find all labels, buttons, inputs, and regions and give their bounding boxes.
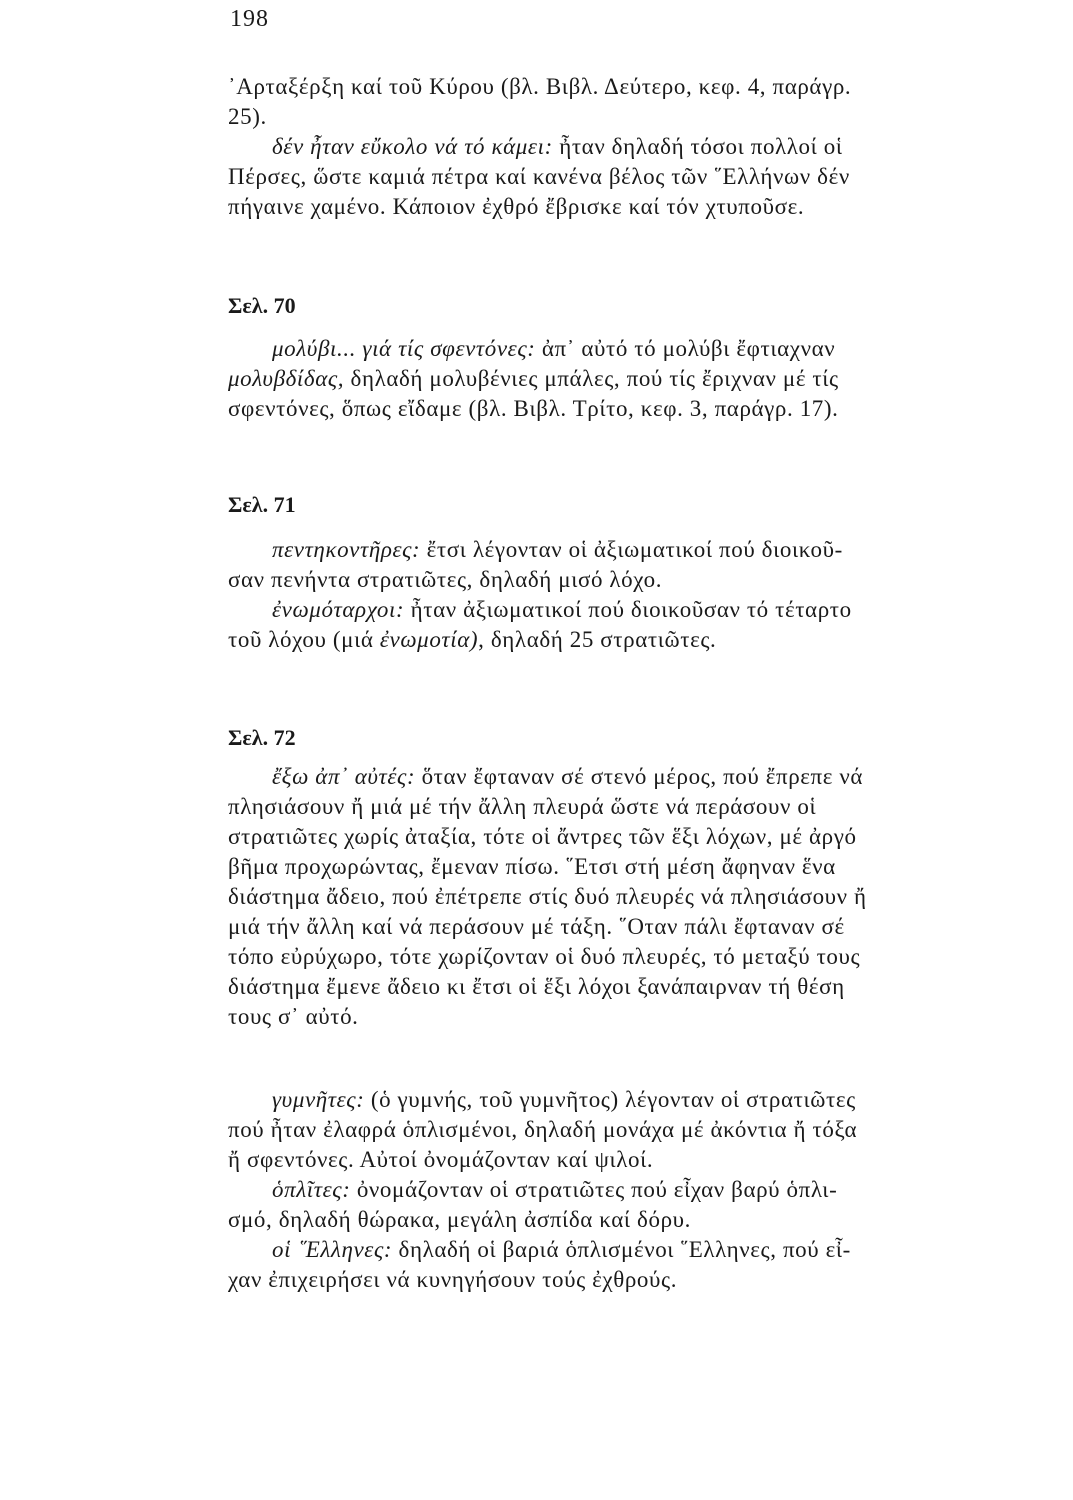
text-line: ᾿Αρταξέρξη καί τοῦ Κύρου (βλ. Βιβλ. Δεύτερο, κεφ. 4, παράγρ.: [228, 74, 852, 99]
section-71-body: [228, 535, 1028, 655]
page-number: 198: [230, 6, 269, 32]
section-heading-70-wrap: [228, 291, 1028, 321]
entry-text: ἦταν δηλαδή τόσοι πολλοί οἱ: [552, 134, 843, 159]
text-line: σφεντόνες, ὅπως εἴδαμε (βλ. Βιβλ. Τρίτο, κεφ. 3, παράγρ. 17).: [228, 396, 839, 421]
entry-text: (ὁ γυμνής, τοῦ γυμνῆτος) λέγονταν οἱ στρατιῶτες: [364, 1087, 856, 1112]
entry-text: ἦταν ἀξιωματικοί πού διοικοῦσαν τό τέταρτο: [404, 597, 852, 622]
definition-entry: [228, 334, 1028, 364]
section-heading-71-wrap: [228, 490, 1028, 520]
section-heading-70: Σελ. 70: [228, 293, 296, 318]
entry-text: ὀνομάζονταν οἱ στρατιῶτες πού εἶχαν βαρύ ὁπλι-: [350, 1177, 838, 1202]
text-line: τόπο εὐρύχωρο, τότε χωρίζονταν οἱ δυό πλευρές, τό μεταξύ τους: [228, 944, 861, 969]
entry-text: δηλαδή μολυβένιες μπάλες, πού τίς ἔριχναν μέ τίς: [344, 366, 839, 391]
entry-term: μολύβι... γιά τίς σφεντόνες:: [272, 336, 536, 361]
definition-entry: [228, 1085, 1028, 1115]
entry-text: ἔτσι λέγονταν οἱ ἀξιωματικοί πού διοικοῦ-: [420, 537, 843, 562]
entry-text: τοῦ λόχου (μιά: [228, 627, 380, 652]
text-line: πήγαινε χαμένο. Κάποιον ἐχθρό ἔβρισκε καί τόν χτυποῦσε.: [228, 194, 805, 219]
entry-term: γυμνῆτες:: [272, 1087, 365, 1112]
definition-entry: [228, 535, 1028, 565]
entry-text: δηλαδή οἱ βαριά ὁπλισμένοι ῞Ελληνες, πού εἶ-: [392, 1237, 851, 1262]
section-72-body-continued: [228, 1085, 1028, 1295]
text-line: τους σ᾿ αὐτό.: [228, 1004, 359, 1029]
entry-text: , δηλαδή 25 στρατιῶτες.: [478, 627, 717, 652]
entry-term: πεντηκοντῆρες:: [272, 537, 421, 562]
text-line: πλησιάσουν ἤ μιά μέ τήν ἄλλη πλευρά ὥστε νά περάσουν οἱ: [228, 794, 817, 819]
section-heading-71: Σελ. 71: [228, 492, 296, 517]
section-heading-72: Σελ. 72: [228, 725, 296, 750]
entry-text: ὅταν ἔφταναν σέ στενό μέρος, πού ἔπρεπε νά: [415, 764, 864, 789]
section-70-body: [228, 334, 1028, 424]
text-line: μιά τήν ἄλλη καί νά περάσουν μέ τάξη. ῞Οταν πάλι ἔφταναν σέ: [228, 914, 845, 939]
definition-entry: [228, 595, 1028, 625]
text-line: βῆμα προχωρώντας, ἔμεναν πίσω. ῞Ετσι στή μέση ἄφηναν ἕνα: [228, 854, 836, 879]
entry-term: οἱ ῞Ελληνες:: [272, 1237, 393, 1262]
definition-entry: [228, 1235, 1028, 1265]
entry-term: ἔξω ἀπ᾿ αὐτές:: [272, 764, 416, 789]
text-line: στρατιῶτες χωρίς ἀταξία, τότε οἱ ἄντρες τῶν ἕξι λόχων, μέ ἀργό: [228, 824, 857, 849]
entry-term: δέν ἦταν εὔκολο νά τό κάμει:: [272, 134, 553, 159]
text-line: ἤ σφεντόνες. Αὐτοί ὀνομάζονταν καί ψιλοί.: [228, 1147, 654, 1172]
text-line: σμό, δηλαδή θώρακα, μεγάλη ἀσπίδα καί δόρυ.: [228, 1207, 691, 1232]
entry-term: ἐνωμοτία): [379, 627, 479, 652]
text-line: διάστημα ἔμενε ἄδειο κι ἔτσι οἱ ἕξι λόχοι ξανάπαιρναν τή θέση: [228, 974, 845, 999]
text-line: Πέρσες, ὥστε καμιά πέτρα καί κανένα βέλος τῶν ῞Ελλήνων δέν: [228, 164, 850, 189]
text-line: πού ἦταν ἐλαφρά ὁπλισμένοι, δηλαδή μονάχα μέ ἀκόντια ἤ τόξα: [228, 1117, 858, 1142]
entry-term: ἐνωμόταρχοι:: [272, 597, 405, 622]
entry-term: ὁπλῖτες:: [272, 1177, 351, 1202]
definition-entry: [228, 762, 1028, 792]
definition-entry: [228, 132, 1028, 162]
text-line: σαν πενήντα στρατιῶτες, δηλαδή μισό λόχο.: [228, 567, 663, 592]
section-72-body: [228, 762, 1028, 1032]
text-line: χαν ἐπιχειρήσει νά κυνηγήσουν τούς ἐχθρούς.: [228, 1267, 678, 1292]
entry-term: μολυβδίδας,: [228, 366, 345, 391]
definition-entry: [228, 1175, 1028, 1205]
section-heading-72-wrap: [228, 723, 1028, 753]
text-line: διάστημα ἄδειο, πού ἐπέτρεπε στίς δυό πλευρές νά πλησιάσουν ἤ: [228, 884, 867, 909]
text-line: [228, 625, 1028, 655]
text-line: 25).: [228, 104, 267, 129]
text-line: [228, 364, 1028, 394]
intro-block: [228, 72, 1028, 222]
entry-text: ἀπ᾿ αὐτό τό μολύβι ἔφτιαχναν: [535, 336, 836, 361]
